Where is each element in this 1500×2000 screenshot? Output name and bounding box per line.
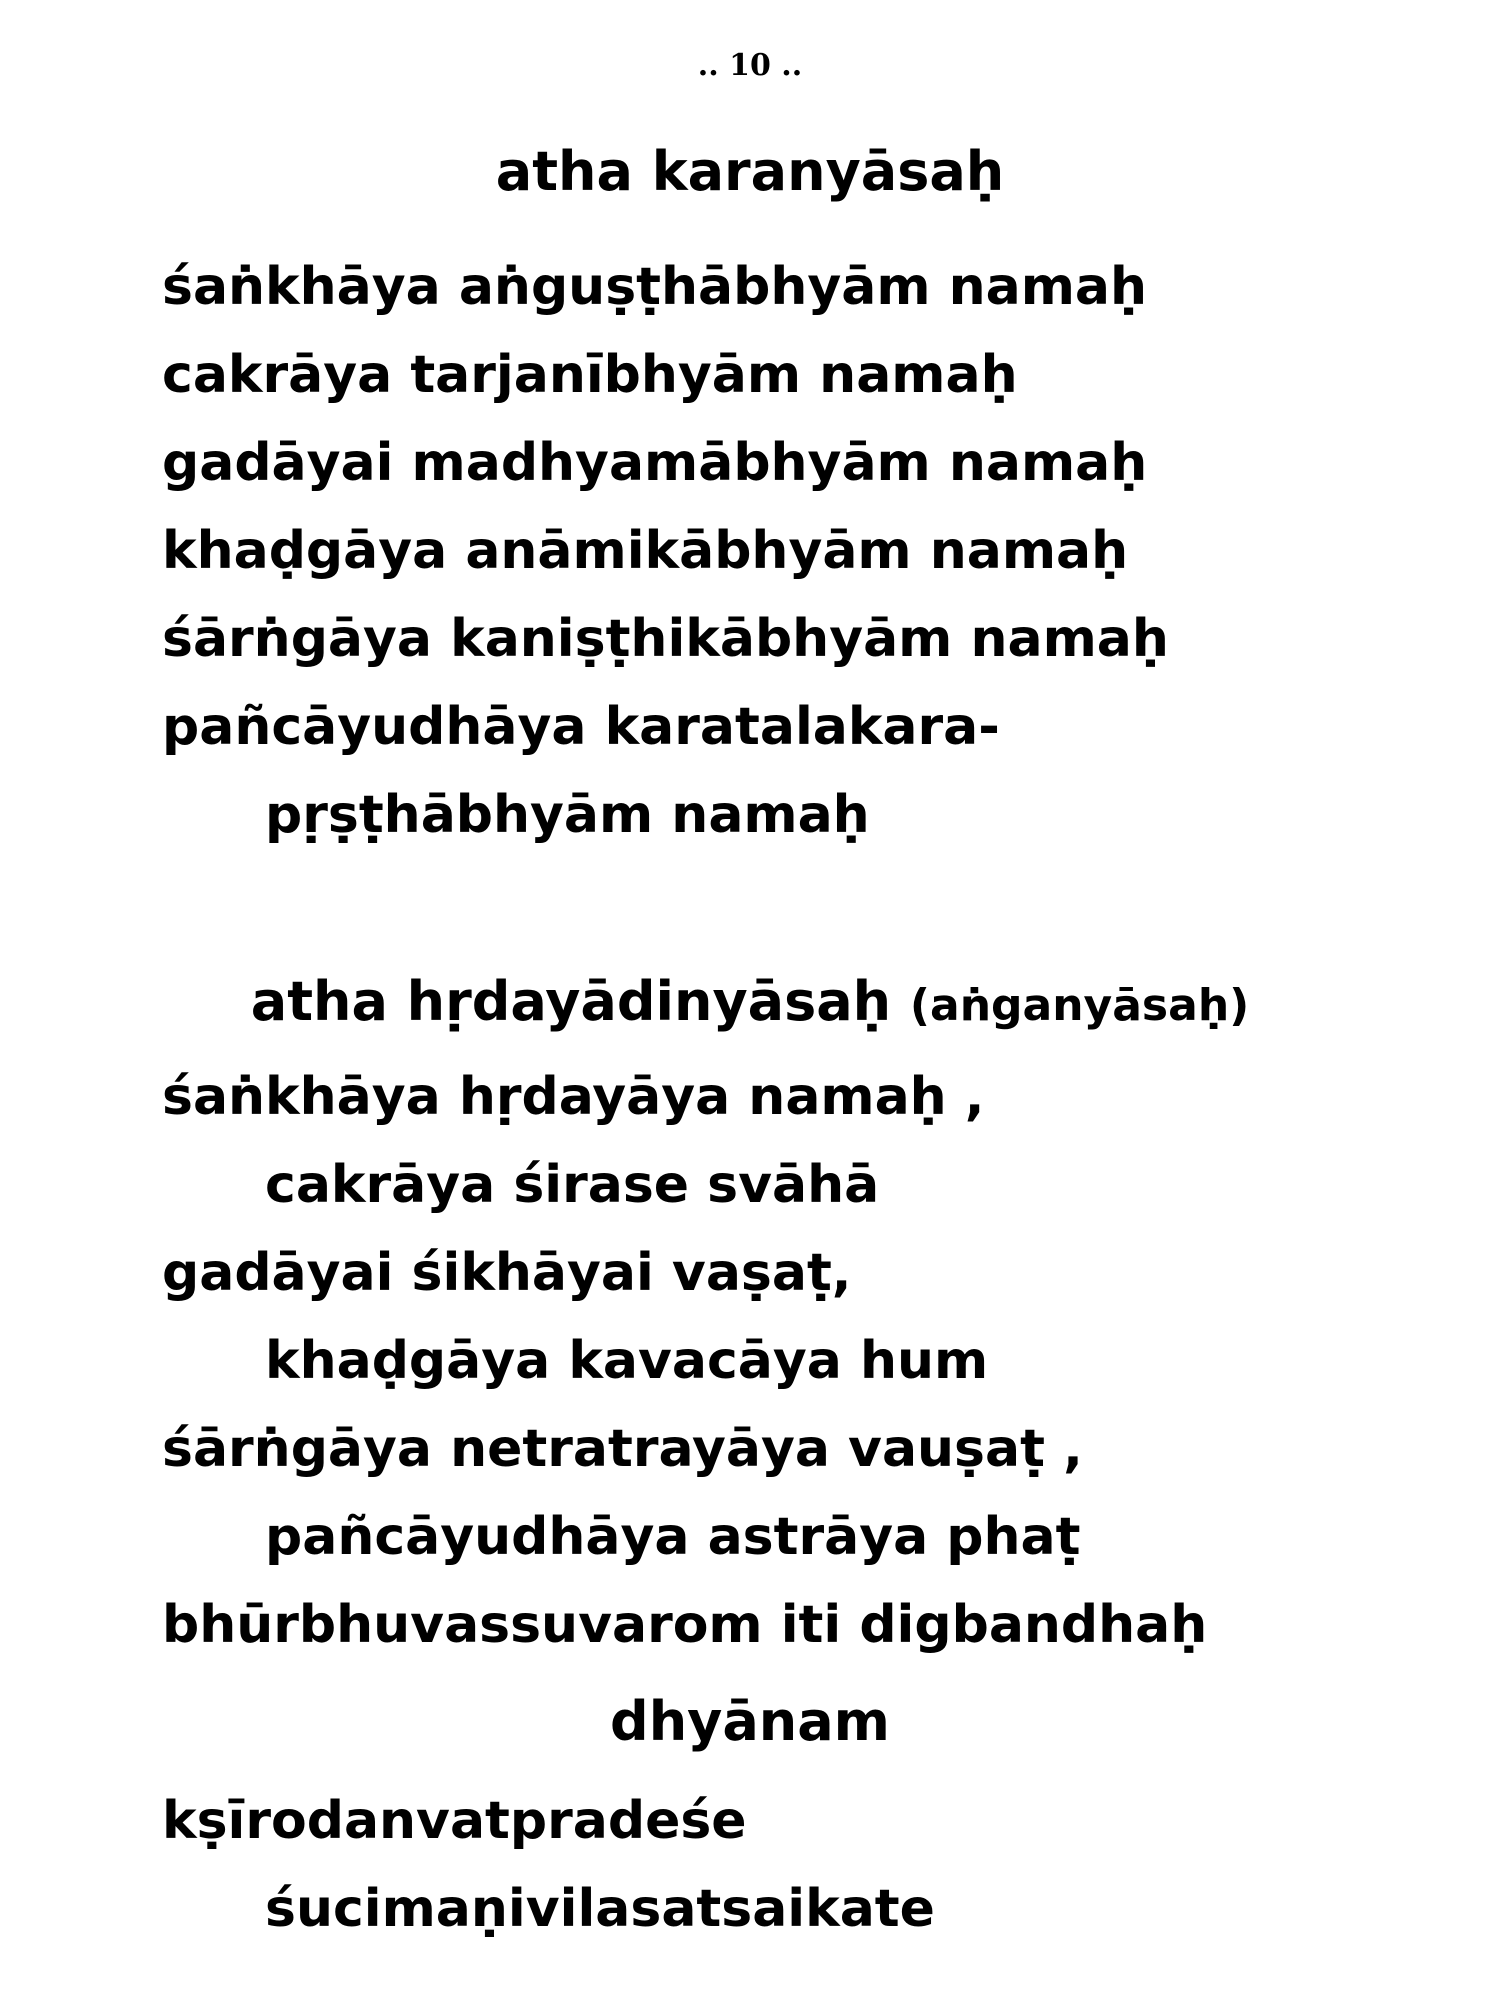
karanyasa-line-1: śaṅkhāya aṅguṣṭhābhyām namaḥ [162,257,1148,317]
dhyanam-line-1: kṣīrodanvatpradeśe [162,1791,747,1851]
anganyasa-line-4: khaḍgāya kavacāya hum [265,1331,989,1391]
anganyasa-line-1: śaṅkhāya hṛdayāya namaḥ , [162,1067,985,1127]
anganyasa-line-7: bhūrbhuvassuvarom iti digbandhaḥ [162,1595,1208,1655]
heading-hrdayadinyasa-title: atha hṛdayādinyāsaḥ [250,970,892,1033]
heading-hrdayadinyasa-suffix: (aṅganyāsaḥ) [909,980,1250,1031]
anganyasa-line-3: gadāyai śikhāyai vaṣaṭ, [162,1243,852,1303]
dhyanam-line-2: śucimaṇivilasatsaikate [265,1879,935,1939]
karanyasa-line-5: śārṅgāya kaniṣṭhikābhyām namaḥ [162,609,1169,669]
karanyasa-line-3: gadāyai madhyamābhyām namaḥ [162,433,1148,493]
karanyasa-line-7: pṛṣṭhābhyām namaḥ [265,785,870,845]
karanyasa-line-6: pañcāyudhāya karatalakara- [162,697,1000,757]
anganyasa-line-6: pañcāyudhāya astrāya phaṭ [265,1507,1081,1567]
karanyasa-line-4: khaḍgāya anāmikābhyām namaḥ [162,521,1129,581]
heading-dhyanam: dhyānam [610,1690,890,1753]
page-number: .. 10 .. [697,48,803,83]
anganyasa-line-5: śārṅgāya netratrayāya vauṣaṭ , [162,1419,1083,1479]
anganyasa-line-2: cakrāya śirase svāhā [265,1155,880,1215]
heading-karanyasa: atha karanyāsaḥ [495,140,1005,203]
karanyasa-line-2: cakrāya tarjanībhyām namaḥ [162,345,1018,405]
heading-hrdayadinyasa [0,970,1500,1033]
